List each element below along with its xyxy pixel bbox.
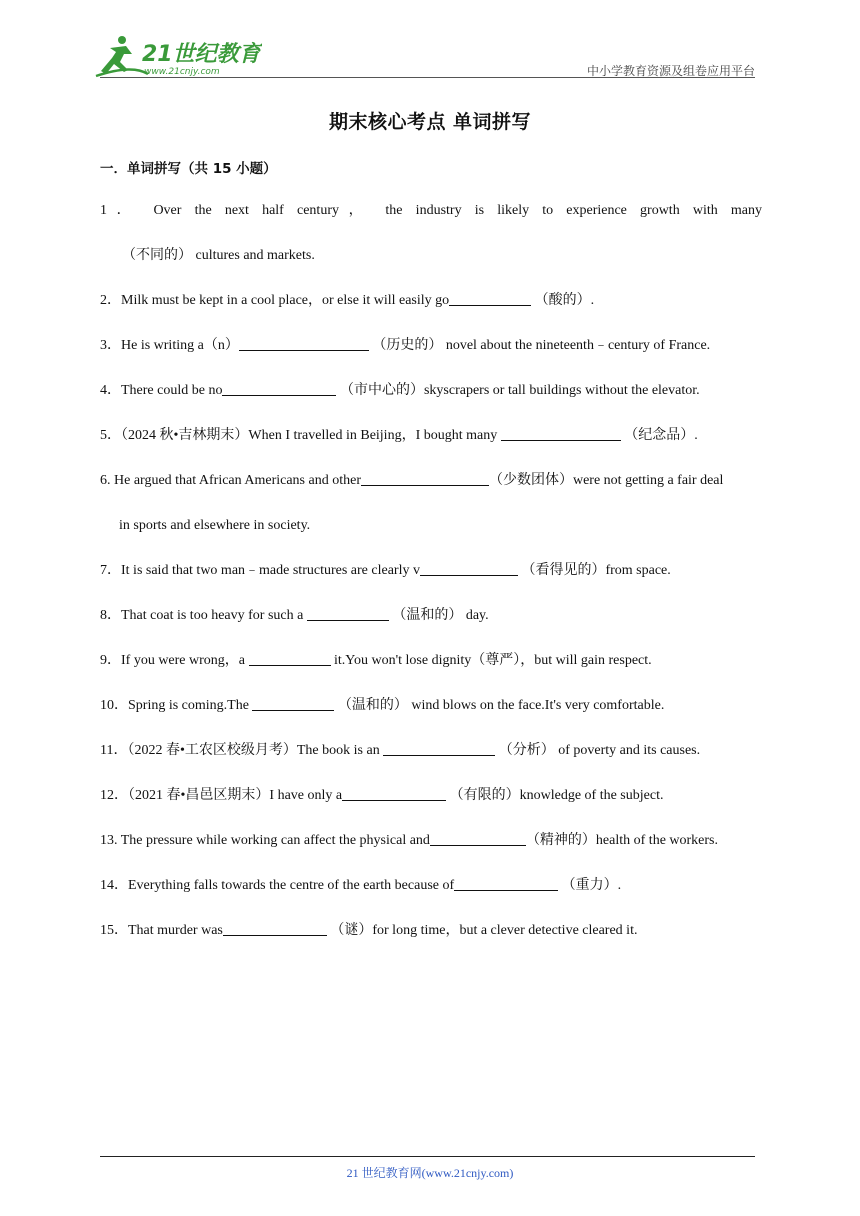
page-title: 期末核心考点 单词拼写 [328, 111, 532, 133]
question-11: 11．（2022 春•工农区校级月考）The book is an （分析） of poverty and its causes. [100, 743, 701, 758]
page-header [0, 0, 860, 80]
site-logo [92, 34, 262, 78]
answer-blank[interactable] [454, 876, 558, 891]
answer-blank[interactable] [252, 696, 334, 711]
question-13: 13. The pressure while working can affect the physical and （精神的）health of the workers. [100, 833, 719, 848]
question-5: 5．（2024 秋•吉林期末）When I travelled in Beijing，I bought many （纪念品）. [100, 428, 698, 443]
question-14: 14．Everything falls towards the centre of the earth because of （重力）. [100, 878, 622, 893]
answer-blank[interactable] [449, 291, 531, 306]
question-7: 7．It is said that two man﹣made structures are clearly v （看得见的）from space. [100, 563, 671, 578]
answer-blank[interactable] [223, 921, 327, 936]
svg-text:21世纪教育: 21世纪教育 [142, 42, 261, 67]
header-divider [100, 77, 755, 78]
question-15: 15．That murder was （谜）for long time，but a clever detective cleared it. [100, 923, 638, 938]
answer-blank[interactable] [430, 831, 526, 846]
section-heading: 一．单词拼写（共 15 小题） [100, 161, 277, 177]
footer-divider [100, 1156, 755, 1157]
svg-text:www.21cnjy.com: www.21cnjy.com [144, 67, 220, 77]
question-8: 8．That coat is too heavy for such a （温和的） day. [100, 608, 489, 623]
answer-blank[interactable] [239, 336, 369, 351]
answer-blank[interactable] [307, 606, 389, 621]
question-6: 6. He argued that African Americans and other （少数团体）were not getting a fair deal [100, 473, 724, 488]
answer-blank[interactable] [361, 471, 489, 486]
question-6-continuation: in sports and elsewhere in society. [119, 518, 311, 533]
answer-blank[interactable] [342, 786, 446, 801]
question-1: 1． Over the next half century， the industry is likely to experience growth with many [100, 203, 762, 218]
platform-name: 中小学教育资源及组卷应用平台 [586, 64, 755, 78]
answer-blank[interactable] [222, 381, 336, 396]
answer-blank[interactable] [249, 651, 331, 666]
footer-link[interactable]: 21 世纪教育网(www.21cnjy.com) [346, 1166, 514, 1180]
question-2: 2．Milk must be kept in a cool place，or else it will easily go （酸的）. [100, 293, 595, 308]
answer-blank[interactable] [383, 741, 495, 756]
answer-blank[interactable] [501, 426, 621, 441]
question-12: 12．（2021 春•昌邑区期末）I have only a （有限的）knowledge of the subject. [100, 788, 664, 803]
question-3: 3．He is writing a（n） （历史的） novel about the nineteenth﹣century of France. [100, 338, 711, 353]
question-10: 10．Spring is coming.The （温和的） wind blows on the face.It's very comfortable. [100, 698, 665, 713]
question-9: 9．If you were wrong，a it.You won't lose dignity（尊严），but will gain respect. [100, 653, 652, 668]
answer-blank[interactable] [420, 561, 518, 576]
question-4: 4．There could be no （市中心的）skyscrapers or tall buildings without the elevator. [100, 383, 700, 398]
question-1-continuation: （不同的） cultures and markets. [122, 248, 315, 263]
